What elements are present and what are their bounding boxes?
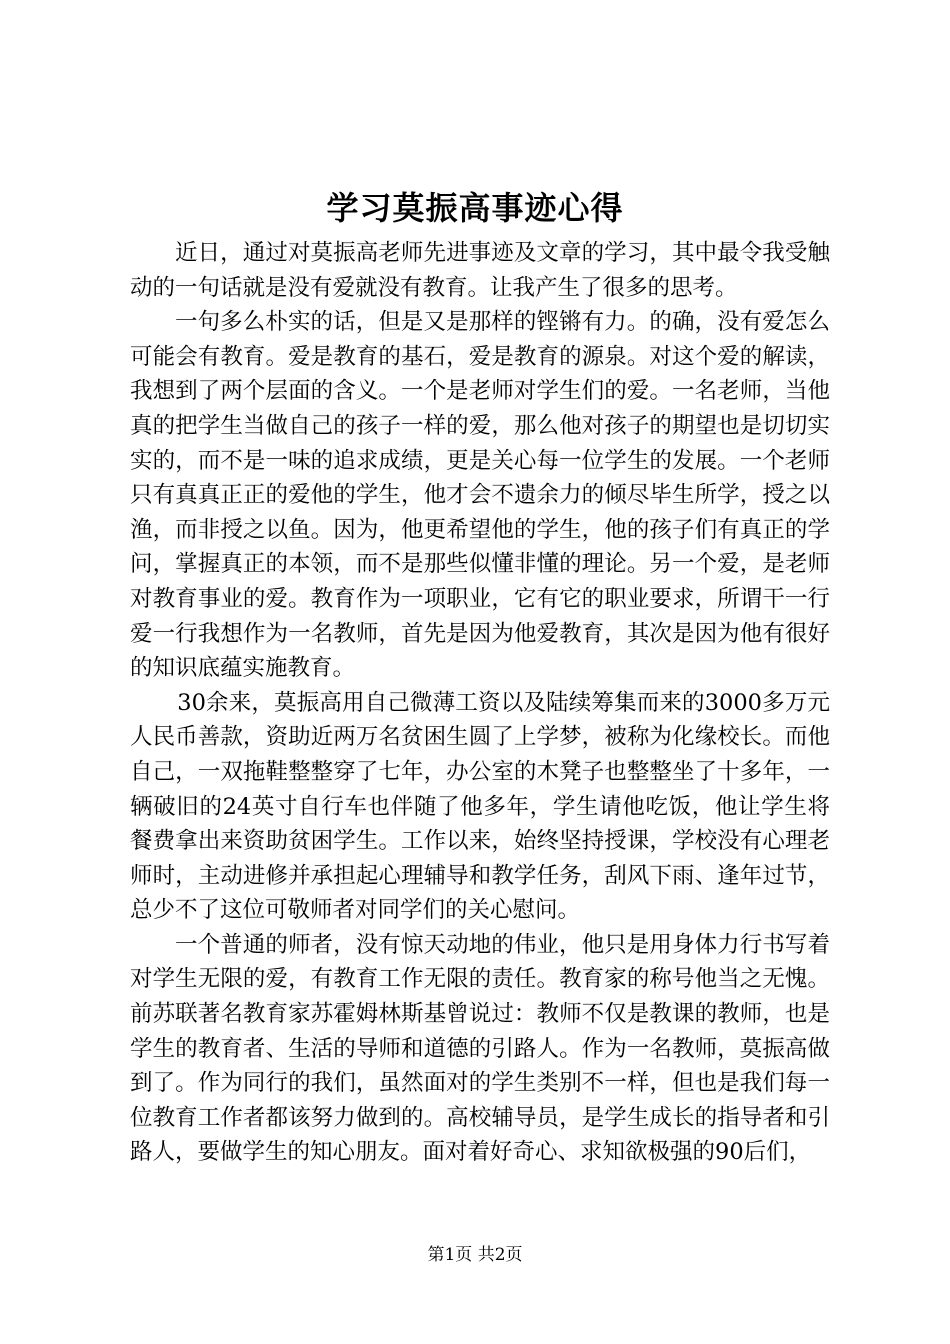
paragraph-2: 一句多么朴实的话，但是又是那样的铿锵有力。的确，没有爱怎么可能会有教育。爱是教育的基石，爱是教育的源泉。对这个爱的解读，我想到了两个层面的含义。一个是老师对学生们的爱。一名老师，当他真的把学生当做自己的孩子一样的爱，那么他对孩子的期望也是切切实实的，而不是一味的追求成绩，更是关心每一位学生的发展。一个老师只有真真正正的爱他的学生，他才会不遗余力的倾尽毕生所学，授之以渔，而非授之以鱼。因为，他更希望他的学生，他的孩子们有真正的学问，掌握真正的本领，而不是那些似懂非懂的理论。另一个爱，是老师对教育事业的爱。教育作为一项职业，它有它的职业要求，所谓干一行爱一行我想作为一名教师，首先是因为他爱教育，其次是因为他有很好的知识底蕴实施教育。 (130, 309, 830, 682)
paragraph-3: 30余来，莫振高用自己微薄工资以及陆续筹集而来的3000多万元人民币善款，资助近两万名贫困生圆了上学梦，被称为化缘校长。而他自己，一双拖鞋整整穿了七年，办公室的木凳子也整整坐了十多年，一辆破旧的24英寸自行车也伴随了他多年，学生请他吃饭，他让学生将餐费拿出来资助贫困学生。工作以来，始终坚持授课，学校没有心理老师时，主动进修并承担起心理辅导和教学任务，刮风下雨、逢年过节，总少不了这位可敬师者对同学们的关心慰问。 (130, 689, 830, 924)
document-body (130, 236, 830, 1170)
paragraph-1: 近日，通过对莫振高老师先进事迹及文章的学习，其中最令我受触动的一句话就是没有爱就没有教育。让我产生了很多的思考。 (130, 240, 830, 301)
page-footer: 第1页 共2页 (427, 1245, 523, 1265)
document-title: 学习莫振高事迹心得 (326, 189, 624, 227)
paragraph-4: 一个普通的师者，没有惊天动地的伟业，他只是用身体力行书写着对学生无限的爱，有教育工作无限的责任。教育家的称号他当之无愧。前苏联著名教育家苏霍姆林斯基曾说过：教师不仅是教课的教师，也是学生的教育者、生活的导师和道德的引路人。作为一名教师，莫振高做到了。作为同行的我们，虽然面对的学生类别不一样，但也是我们每一位教育工作者都该努力做到的。高校辅导员，是学生成长的指导者和引路人，要做学生的知心朋友。面对着好奇心、求知欲极强的90后们， (130, 931, 830, 1166)
